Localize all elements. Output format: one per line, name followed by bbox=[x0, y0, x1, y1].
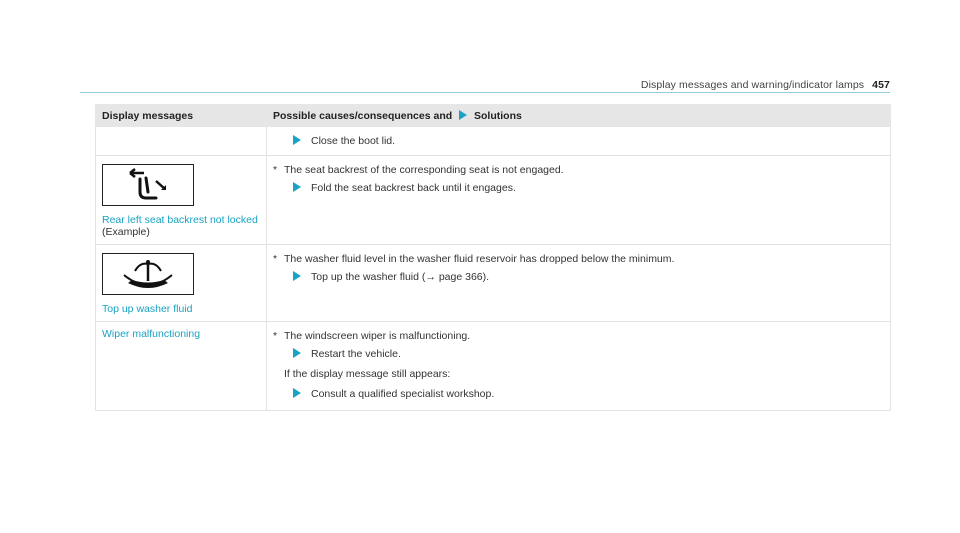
section-title: Display messages and warning/indicator lamps bbox=[640, 79, 865, 91]
cause-marker: * bbox=[273, 330, 278, 342]
arrow-right-icon bbox=[293, 271, 301, 281]
solution-cell bbox=[267, 127, 891, 156]
cause bbox=[273, 253, 884, 265]
solution-step bbox=[293, 271, 884, 283]
washer-fluid-icon bbox=[102, 253, 194, 295]
cause bbox=[273, 330, 884, 342]
display-messages-table bbox=[95, 104, 891, 411]
solution-step bbox=[293, 135, 884, 147]
table-row bbox=[96, 322, 891, 411]
arrow-right-icon bbox=[293, 182, 301, 192]
solution-step bbox=[293, 348, 884, 360]
table-row bbox=[96, 127, 891, 156]
solution-text: Top up the washer fluid ( bbox=[311, 271, 426, 283]
message-cell bbox=[96, 156, 267, 245]
header-causes-solutions bbox=[267, 105, 891, 127]
display-message: Wiper malfunctioning bbox=[102, 328, 201, 340]
running-header bbox=[641, 79, 890, 91]
arrow-right-icon bbox=[293, 135, 301, 145]
cause-solution-cell bbox=[267, 245, 891, 322]
header-solutions-label: Solutions bbox=[474, 109, 522, 122]
arrow-right-icon bbox=[293, 388, 301, 398]
cause-marker: * bbox=[273, 164, 278, 176]
cause-solution-cell bbox=[267, 322, 891, 411]
header-divider bbox=[80, 92, 890, 93]
cause-text: The windscreen wiper is malfunctioning. bbox=[284, 330, 471, 342]
cause-solution-cell bbox=[267, 156, 891, 245]
cause-text: The seat backrest of the corresponding seat is not engaged. bbox=[284, 164, 564, 176]
arrow-right-icon bbox=[293, 348, 301, 358]
message-cell bbox=[96, 127, 267, 156]
table-row bbox=[96, 245, 891, 322]
display-message: Rear left seat backrest not locked bbox=[102, 214, 258, 226]
rear-seat-backrest-icon bbox=[102, 164, 194, 206]
table-row bbox=[96, 156, 891, 245]
cause-marker: * bbox=[273, 253, 278, 265]
solution-text: Close the boot lid. bbox=[311, 135, 396, 147]
page-reference[interactable]: page 366). bbox=[435, 271, 490, 283]
display-message: Top up washer fluid bbox=[102, 303, 193, 315]
page-header bbox=[0, 0, 960, 95]
cause bbox=[273, 164, 884, 176]
table-header-row bbox=[96, 105, 891, 127]
arrow-right-icon bbox=[459, 110, 467, 120]
solution-text: Restart the vehicle. bbox=[311, 348, 401, 360]
solution-text: Consult a qualified specialist workshop. bbox=[311, 388, 495, 400]
page-number: 457 bbox=[872, 79, 890, 91]
solution-step bbox=[293, 182, 884, 194]
message-suffix: (Example) bbox=[102, 226, 150, 238]
page-reference-arrow: → bbox=[425, 271, 436, 283]
header-display-messages: Display messages bbox=[96, 105, 267, 127]
message-cell bbox=[96, 322, 267, 411]
solution-text: Fold the seat backrest back until it engages. bbox=[311, 182, 516, 194]
cause-text: The washer fluid level in the washer fluid reservoir has dropped below the minimum. bbox=[284, 253, 675, 265]
solution-step bbox=[293, 388, 884, 400]
message-cell bbox=[96, 245, 267, 322]
header-causes-label: Possible causes/consequences and bbox=[273, 109, 453, 122]
note-text: If the display message still appears: bbox=[284, 368, 451, 380]
